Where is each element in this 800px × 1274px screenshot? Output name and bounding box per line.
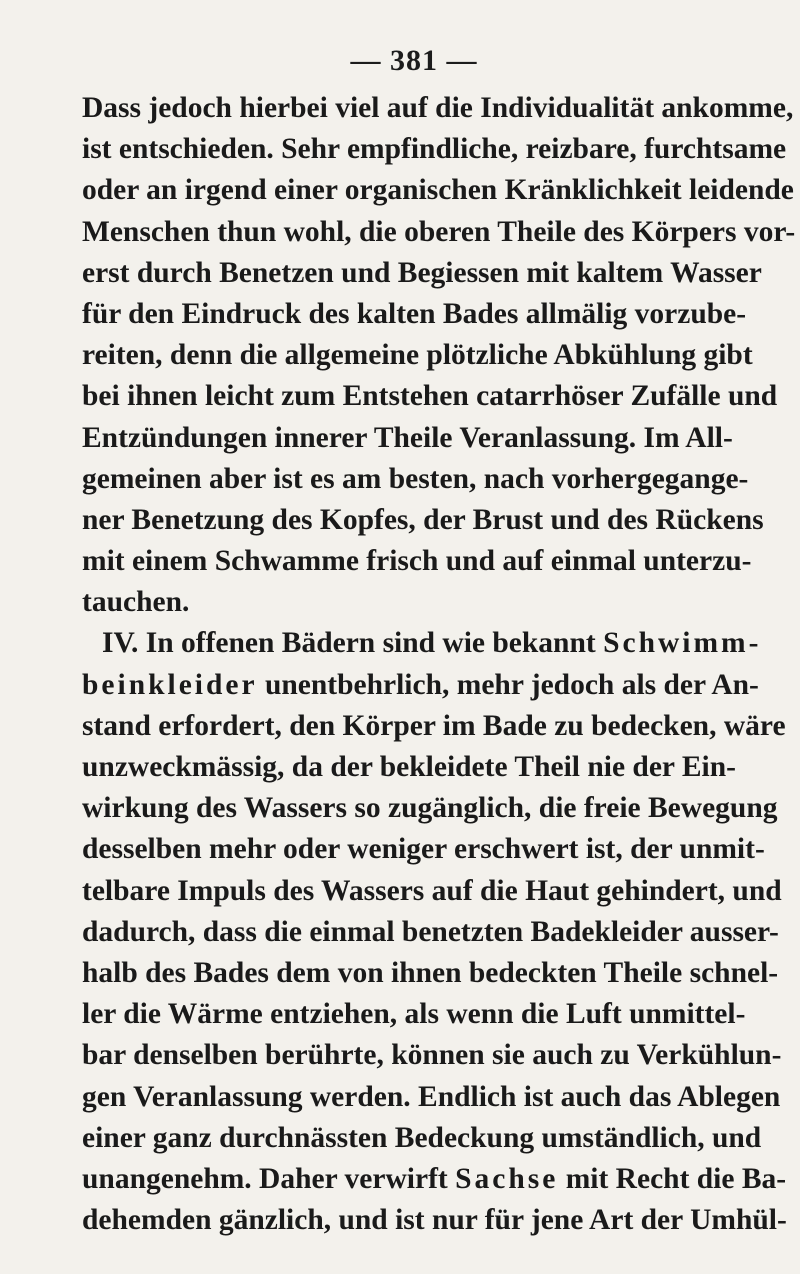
text-line: Dass jedoch hierbei viel auf die Individualität ankomme, — [82, 92, 794, 124]
text-line: dadurch, dass die einmal benetzten Badekleider ausser- — [82, 915, 779, 948]
text-segment: unangenehm. Daher verwirft — [82, 1162, 456, 1195]
text-line — [82, 1159, 787, 1200]
text-line: ner Benetzung des Kopfes, der Brust und des Rückens — [82, 503, 764, 536]
text-line: mit einem Schwamme frisch und auf einmal unterzu- — [82, 545, 752, 578]
emphasized-term: beinkleider — [82, 668, 258, 701]
text-line — [82, 623, 762, 664]
text-segment: unentbehrlich, mehr jedoch als der An- — [257, 668, 759, 701]
text-segment: IV. In offenen Bädern sind wie bekannt — [102, 627, 604, 660]
text-segment: mit Recht die Ba- — [558, 1162, 787, 1195]
text-line: erst durch Benetzen und Begiessen mit kaltem Wasser — [82, 256, 762, 289]
text-line: einer ganz durchnässten Bedeckung umständlich, und — [82, 1121, 762, 1154]
text-line: Entzündungen innerer Theile Veranlassung. Im All- — [82, 421, 733, 454]
text-line: desselben mehr oder weniger erschwert ist, der unmit- — [82, 833, 765, 866]
text-line: gemeinen aber ist es am besten, nach vorhergegange- — [82, 462, 749, 495]
text-line: für den Eindruck des kalten Bades allmälig vorzube- — [82, 297, 747, 330]
text-line: oder an irgend einer organischen Kränklichkeit leidende — [82, 174, 794, 207]
text-line: ler die Wärme entziehen, als wenn die Luft unmittel- — [82, 998, 746, 1031]
text-line: Menschen thun wohl, die oberen Theile des Körpers vor- — [82, 215, 796, 248]
text-line: reiten, denn die allgemeine plötzliche Abkühlung gibt — [82, 339, 753, 372]
emphasized-term: Sachse — [455, 1162, 559, 1195]
text-line: wirkung des Wassers so zugänglich, die freie Bewegung — [82, 792, 778, 825]
text-line: telbare Impuls des Wassers auf die Haut gehindert, und — [82, 874, 782, 907]
page-number: — 381 — — [350, 44, 478, 77]
body-text — [82, 88, 796, 1241]
text-line: bei ihnen leicht zum Entstehen catarrhöser Zufälle und — [82, 380, 778, 413]
text-line — [82, 665, 759, 706]
text-line: tauchen. — [82, 586, 190, 619]
text-line: ist entschieden. Sehr empfindliche, reizbare, furchtsame — [82, 133, 787, 166]
text-line: unzweckmässig, da der bekleidete Theil nie der Ein- — [82, 751, 736, 783]
text-line: dehemden gänzlich, und ist nur für jene Art der Umhül- — [82, 1204, 787, 1237]
text-line: stand erfordert, den Körper im Bade zu bedecken, wäre — [82, 709, 786, 742]
text-line: halb des Bades dem von ihnen bedeckten Theile schnel- — [82, 956, 779, 989]
emphasized-term: Schwimm- — [603, 627, 762, 660]
text-line: bar denselben berührte, können sie auch zu Verkühlun- — [82, 1039, 782, 1072]
text-line: gen Veranlassung werden. Endlich ist auch das Ablegen — [82, 1080, 781, 1113]
